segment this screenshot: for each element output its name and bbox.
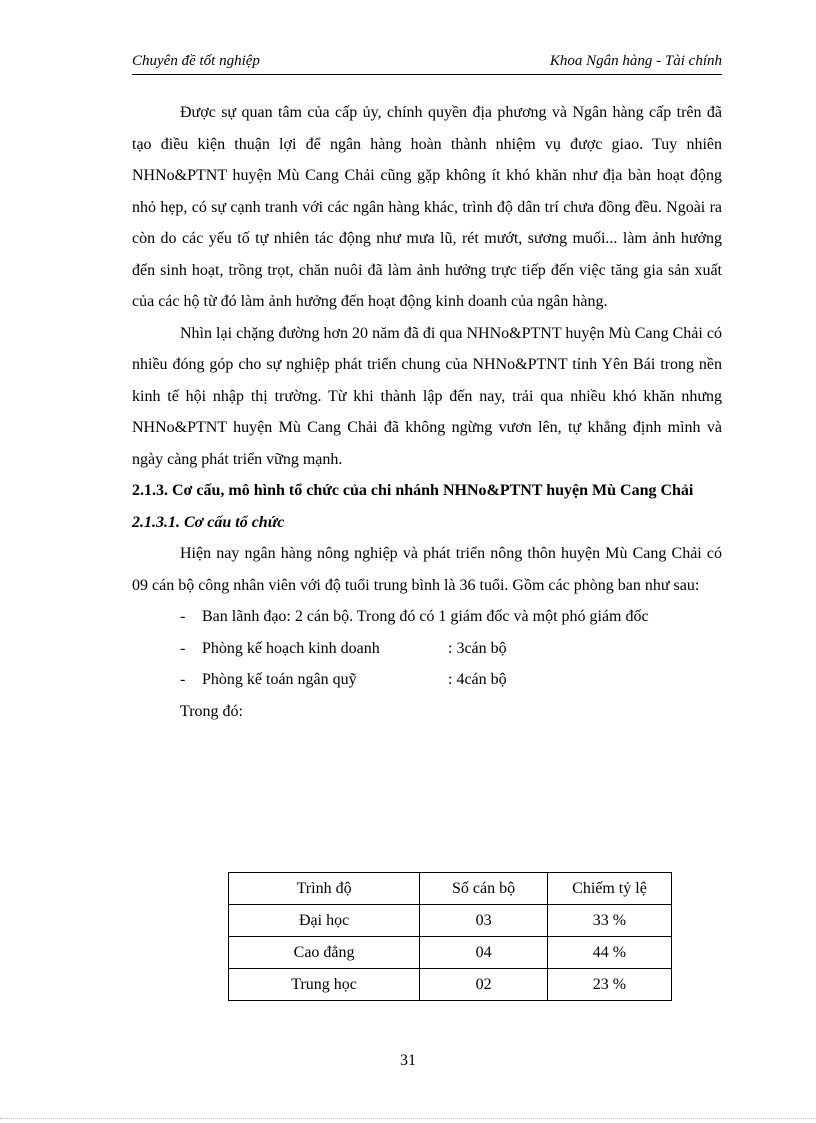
- table-cell: Cao đẳng: [229, 937, 420, 969]
- paragraph-2: Nhìn lại chặng đường hơn 20 năm đã đi qua NHNo&PTNT huyện Mù Cang Chải có nhiều đóng góp cho sự nghiệp phát triển chung của NHNo&PTNT tỉnh Yên Bái trong nền kinh tế hội nhập thị trường. Từ khi thành lập đến nay, trải qua nhiều khó khăn nhưng NHNo&PTNT huyện Mù Cang Chải đã không ngừng vươn lên, tự khẳng định mình và ngày càng phát triển vững mạnh.: [132, 324, 722, 468]
- list-item: [132, 664, 722, 696]
- table-cell: Trung học: [229, 969, 420, 1001]
- table-header-cell: Chiếm tỷ lệ: [547, 873, 671, 905]
- table-header-row: [229, 873, 672, 905]
- table-cell: 04: [420, 937, 548, 969]
- list-item: [132, 601, 722, 633]
- list-dash: -: [180, 639, 186, 657]
- table-header-cell: Số cán bộ: [420, 873, 548, 905]
- table-cell: 23 %: [547, 969, 671, 1001]
- header-left: Chuyên đề tốt nghiệp: [132, 53, 260, 69]
- table-cell: 02: [420, 969, 548, 1001]
- list-dash: -: [180, 671, 186, 688]
- table-row: [229, 937, 672, 969]
- page-header: [132, 52, 722, 75]
- header-right: Khoa Ngân hàng - Tài chính: [549, 53, 722, 69]
- list-item-text: Ban lãnh đạo: 2 cán bộ. Trong đó có 1 giám đốc và một phó giám đốc: [202, 608, 649, 625]
- table-row: [229, 905, 672, 937]
- heading-2-1-3-1: 2.1.3.1. Cơ cấu tổ chức: [132, 513, 285, 531]
- list-item: [132, 633, 722, 665]
- staff-qualification-table: [228, 872, 672, 1001]
- list-item-value: : 3cán bộ: [448, 639, 507, 657]
- page-content: [132, 97, 722, 727]
- table-intro: Trong đó:: [180, 702, 243, 720]
- list-item-label: Phòng kế toán ngân quỹ: [202, 671, 357, 688]
- page-number: 31: [400, 1052, 416, 1069]
- list-item-label: Phòng kế hoạch kinh doanh: [202, 639, 380, 657]
- table-cell: Đại học: [229, 905, 420, 937]
- paragraph-3: Hiện nay ngân hàng nông nghiệp và phát triển nông thôn huyện Mù Cang Chải có 09 cán bộ công nhân viên với độ tuổi trung bình là 36 tuổi. Gồm các phòng ban như sau:: [132, 545, 722, 594]
- table-cell: 03: [420, 905, 548, 937]
- table-row: [229, 969, 672, 1001]
- heading-2-1-3: 2.1.3. Cơ cấu, mô hình tổ chức của chi nhánh NHNo&PTNT huyện Mù Cang Chải: [132, 482, 694, 499]
- list-item-value: : 4cán bộ: [448, 671, 507, 688]
- table-header-cell: Trình độ: [229, 873, 420, 905]
- department-list: [132, 601, 722, 696]
- page-bottom-divider: [0, 1118, 816, 1119]
- paragraph-1: Được sự quan tâm của cấp ủy, chính quyền địa phương và Ngân hàng cấp trên đã tạo điều kiện thuận lợi để ngân hàng hoàn thành nhiệm vụ được giao. Tuy nhiên NHNo&PTNT huyện Mù Cang Chải cũng gặp không ít khó khăn như địa bàn hoạt động nhỏ hẹp, có sự cạnh tranh với các ngân hàng khác, trình độ dân trí chưa đồng đều. Ngoài ra còn do các yếu tố tự nhiên tác động như mưa lũ, rét mướt, sương muối... làm ảnh hưởng đến sinh hoạt, trồng trọt, chăn nuôi đã làm ảnh hưởng trực tiếp đến việc tăng gia sản xuất của các hộ từ đó làm ảnh hưởng đến hoạt động kinh doanh của ngân hàng.: [132, 104, 722, 310]
- list-dash: -: [180, 608, 186, 625]
- table-cell: 33 %: [547, 905, 671, 937]
- table-cell: 44 %: [547, 937, 671, 969]
